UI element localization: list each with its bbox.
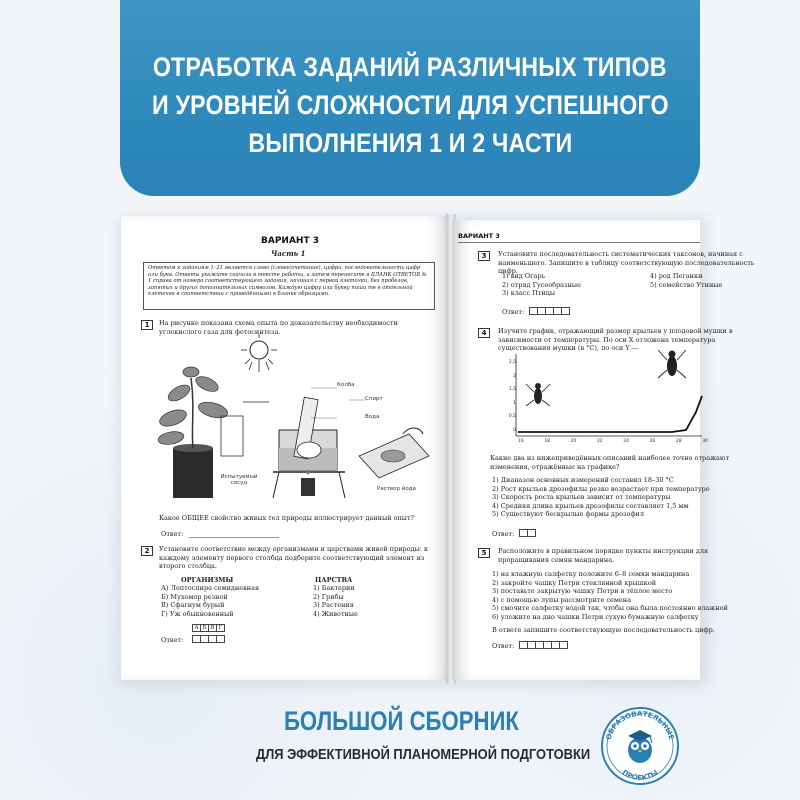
q3-option: 2) отряд Гусеобразные [502,280,581,289]
y-tick: 1 [513,400,516,406]
x-tick: 24 [623,439,629,444]
q5-options [492,570,752,621]
svg-text:ОБРАЗОВАТЕЛЬНЫЕ: ОБРАЗОВАТЕЛЬНЫЕ [604,709,676,741]
x-tick: 16 [518,439,524,444]
q1-answer-label: Ответ: [161,530,184,538]
q1-text: На рисунке показана схема опыта по доказательству необходимости углекислого газа для фотосинтеза. [159,319,398,336]
q3-options-left [502,272,581,298]
q5-footer: В ответе запишите соответствующую последовательность цифр. [492,626,715,634]
q2-letter-cell: В [208,624,217,632]
graph-line [518,396,702,432]
bottom-subtitle: ДЛЯ ЭФФЕКТИВНОЙ ПЛАНОМЕРНОЙ ПОДГОТОВКИ [256,746,591,763]
instruction-box: Ответом к заданиям 1–21 является слово (словосочетание), цифра, последовательность цифр или букв. Ответы укажите сначала в тексте работы, а затем перенесите в БЛАНК ОТВЕТОВ № 1 справа от номера соответствующего задания, начиная с первой клеточки, без пробелов, запятых и других дополнительных символов. Каждую цифру или букву пиши те в отдельной клеточке в соответствии с приведёнными в бланке образцами. [143,262,435,310]
q3-option: 5) семейство Утиные [650,280,723,289]
q2-col1-item: Б) Мухомор резной [161,592,228,601]
q2-col2-item: 1) Бактерии [313,584,355,592]
q4-option: 1) Диапазон основных измерений составил 18–30 °С [492,476,674,484]
q5-option: 2) закройте чашку Петри стеклянной крышкой [492,578,657,587]
q5-option: 5) смочите салфетку водой так, чтобы она была постоянно влажной [492,604,728,612]
q5-option: 6) уложите на дно чашки Петри сухую бумажную салфетку [492,612,699,621]
y-tick: 0 [513,427,516,433]
q2-col2-item: 2) Грибы [313,592,344,601]
q2-col1-list [161,584,291,618]
q4-option: 2) Рост крыльев дрозофилы резко возрастает при температуре [492,484,710,493]
bottom-title: БОЛЬШОЙ СБОРНИК [284,706,519,736]
q2-letter-header [193,624,225,632]
question-number-3: 3 [478,251,490,261]
q4-options [492,476,742,519]
experiment-illustration [151,338,431,506]
left-page [121,216,449,680]
q2-text: Установите соответствие между организмами и царствами живой природы: к каждому элементу первого столбца подберите соответствующий элемент из второго столбца. [159,545,429,570]
q5-option: 3) поставьте закрытую чашку Петри в тёплое место [492,587,673,595]
right-page-header: ВАРИАНТ 3 [458,232,500,240]
label-iodine: Раствор йода [377,486,416,492]
q2-letter-cell: Б [200,624,209,632]
q3-answer-label: Ответ: [502,308,525,316]
q1-question: Какое ОБЩЕЕ свойство живых тел природы иллюстрирует данный опыт? [159,514,415,522]
svg-text:ПРОЕКТЫ: ПРОЕКТЫ [620,768,660,783]
answer-cell[interactable] [216,635,225,643]
q2-answer-label: Ответ: [161,636,184,644]
answer-cell[interactable] [527,529,536,537]
question-number-2: 2 [141,546,153,556]
label-alcohol: Спирт [365,396,383,402]
q5-option: 1) на влажную салфетку положите 6–8 семян мандарина [492,570,690,578]
banner-line-2: И УРОВНЕЙ СЛОЖНОСТИ ДЛЯ УСПЕШНОГО [151,90,669,120]
x-tick: 18 [544,439,551,444]
q2-col1-title: ОРГАНИЗМЫ [181,576,234,584]
banner-line-1: ОТРАБОТКА ЗАДАНИЙ РАЗЛИЧНЫХ ТИПОВ [153,52,667,82]
q2-answer-boxes[interactable] [193,635,225,643]
q2-col1-item: Г) Уж обыкновенный [161,609,234,618]
x-tick: 26 [649,439,656,444]
part-title: Часть 1 [271,249,306,258]
x-tick: 20 [570,439,577,444]
q2-col2-title: ЦАРСТВА [315,576,353,584]
label-water: Вода [365,414,380,420]
q5-option: 4) с помощью лупы рассмотрите семена [492,595,631,604]
y-tick: 2,5 [508,360,516,365]
label-flask: Колба [337,382,355,388]
q2-col1-item: А) Лептоспира семидневная [161,584,260,592]
q4-option: 4) Средняя длина крыльев дрозофилы составляет 1,5 мм [492,501,689,510]
q2-col1-item: В) Сфагнум бурый [161,601,225,609]
y-tick: 1,5 [508,387,516,393]
answer-cell[interactable] [559,641,568,649]
q2-letter-cell: А [192,624,201,632]
q4-answer-label: Ответ: [492,530,515,538]
q1-answer-line [189,537,279,538]
y-tick: 0,5 [508,414,516,420]
q5-answer-label: Ответ: [492,642,515,650]
y-tick: 2 [513,373,516,379]
q3-option: 4) род Пеганки [650,272,703,280]
question-number-4: 4 [478,328,490,338]
q4-option: 3) Скорость роста крыльев зависит от температуры [492,493,671,501]
q5-text: Расположите в правильном порядке пункты инструкции для проращивания семян мандарина. [498,547,709,564]
q4-text: Изучите график, отражающий размер крыльев у плодовой мушки в зависимости от температуры. По оси X отложена температура существования мушки (в °С), по оси Y — [498,327,733,352]
top-banner [120,0,700,196]
q2-col2-list [313,584,403,618]
q3-options-right [650,272,730,289]
q3-option: 1) вид Огарь [502,272,546,280]
x-tick: 22 [596,439,603,444]
x-tick: 30 [702,439,708,444]
right-page [452,220,755,680]
q4-answer-boxes[interactable] [520,529,536,537]
question-number-5: 5 [478,548,490,558]
banner-line-3: ВЫПОЛНЕНИЯ 1 И 2 ЧАСТИ [247,128,573,158]
q2-col2-item: 3) Растения [313,601,354,609]
graph-x-ticks [518,439,708,444]
q3-option: 3) класс Птицы [502,289,556,297]
q5-answer-boxes[interactable] [520,641,568,649]
q4-question: Какие два из нижеприведённых описаний наиболее точно отражают изменения, отражённые на графике? [490,454,730,471]
q3-text: Установите последовательность систематических таксонов, начиная с наименьшего. Запишите в таблицу соответствующую последовательность цифр. [498,250,755,275]
question-number-1: 1 [141,320,153,330]
label-vessel: Испытуемый сосуд [220,474,258,486]
graph-y-ticks [500,356,516,438]
q4-option: 5) Существуют бескрылые формы дрозофил [492,510,645,518]
fly-icon-large [658,350,686,378]
q3-answer-boxes[interactable] [530,307,570,315]
answer-cell[interactable] [561,307,570,315]
q2-col2-item: 4) Животные [313,609,358,618]
q2-letter-cell: Г [216,624,225,632]
publisher-logo-icon [598,694,682,792]
x-tick: 28 [675,439,682,444]
header-rule [458,242,700,243]
fly-icon-small [526,383,550,406]
wing-size-graph [492,346,702,450]
variant-title: ВАРИАНТ 3 [261,236,319,246]
